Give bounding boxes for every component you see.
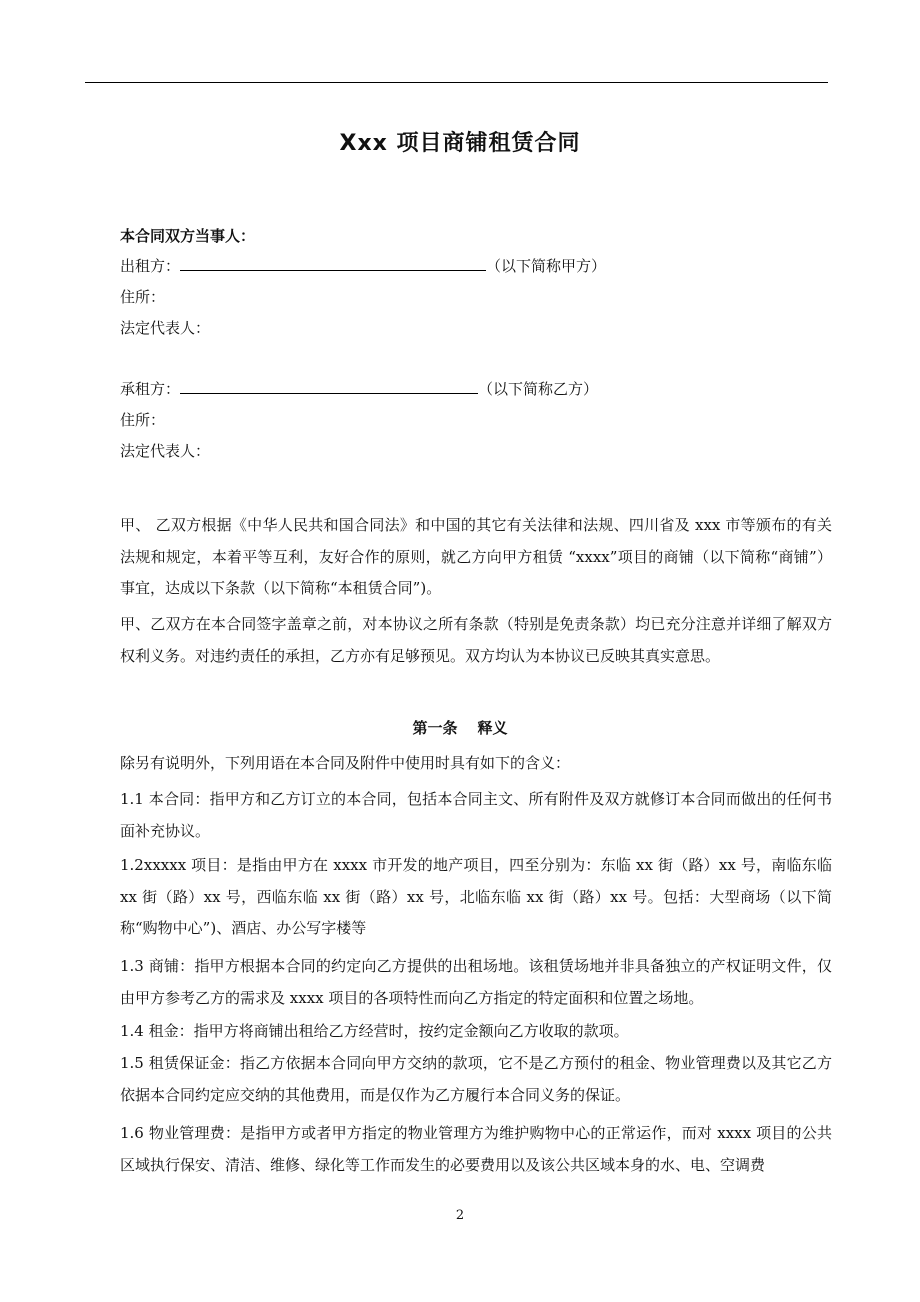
lessor-name-blank [180, 256, 486, 271]
preamble-paragraph-1: 甲、 乙双方根据《中华人民共和国合同法》和中国的其它有关法律和法规、四川省及 xxx 市等颁布的有关法规和规定，本着平等互利，友好合作的原则，就乙方向甲方租赁 “xxxx”项目的商铺（以下简称“商铺”）事宜，达成以下条款（以下简称“本租赁合同”)。 [120, 516, 832, 597]
clause-1-6: 1.6 物业管理费：是指甲方或者甲方指定的物业管理方为维护购物中心的正常运作，而对 xxxx 项目的公共区域执行保安、清洁、维修、绿化等工作而发生的必要费用以及该公共区域本身的水、电、空调费 [120, 1124, 832, 1174]
preamble-paragraph-2-text: 甲、乙双方在本合同签字盖章之前，对本协议之所有条款（特别是免责条款）均已充分注意并详细了解双方权利义务。对违约责任的承担，乙方亦有足够预见。双方均认为本协议已反映其真实意思。 [120, 615, 832, 665]
page-number: 2 [455, 1208, 465, 1223]
lessor-line [120, 256, 606, 276]
lessor-rep-label: 法定代表人： [120, 319, 211, 337]
lessee-name-blank [180, 379, 478, 394]
lessor-label: 出租方： [120, 257, 181, 275]
lessee-rep-label: 法定代表人： [120, 442, 211, 460]
clause-1-1: 1.1 本合同：指甲方和乙方订立的本合同，包括本合同主文、所有附件及双方就修订本合同而做出的任何书面补充协议。 [120, 790, 832, 840]
preamble-paragraph-2 [120, 609, 832, 672]
article-1-intro: 除另有说明外，下列用语在本合同及附件中使用时具有如下的含义： [120, 754, 571, 772]
clause-1-3: 1.3 商铺：指甲方根据本合同的约定向乙方提供的出租场地。该租赁场地并非具备独立的产权证明文件，仅由甲方参考乙方的需求及 xxxx 项目的各项特性而向乙方指定的特定面积和位置之场地。 [120, 957, 832, 1007]
lessee-address-label: 住所： [120, 411, 166, 429]
article-1-number: 第一条 [412, 719, 458, 737]
lessee-label: 承租方： [120, 380, 181, 398]
lessee-suffix: （以下简称乙方） [478, 380, 599, 398]
article-1-name: 释义 [477, 719, 508, 737]
article-1-heading [0, 718, 920, 738]
parties-heading: 本合同双方当事人： [120, 227, 256, 245]
document-title: Xxx 项目商铺租赁合同 [339, 131, 581, 156]
clause-1-4: 1.4 租金：指甲方将商铺出租给乙方经营时，按约定金额向乙方收取的款项。 [120, 1022, 629, 1040]
lessee-line [120, 379, 598, 399]
clause-1-5: 1.5 租赁保证金：指乙方依据本合同向甲方交纳的款项，它不是乙方预付的租金、物业管理费以及其它乙方依据本合同约定应交纳的其他费用，而是仅作为乙方履行本合同义务的保证。 [120, 1054, 832, 1104]
lessor-suffix: （以下简称甲方） [486, 257, 607, 275]
clause-1-2: 1.2xxxxx 项目：是指由甲方在 xxxx 市开发的地产项目，四至分别为：东临 xx 街（路）xx 号，南临东临 xx 街（路）xx 号，西临东临 xx 街（路）xx 号，北临东临 xx 街（路）xx 号。包括：大型商场（以下简称“购物中心”)、酒店、办公写字楼等 [120, 856, 832, 937]
lessor-address-label: 住所： [120, 288, 166, 306]
header-rule [85, 82, 828, 83]
